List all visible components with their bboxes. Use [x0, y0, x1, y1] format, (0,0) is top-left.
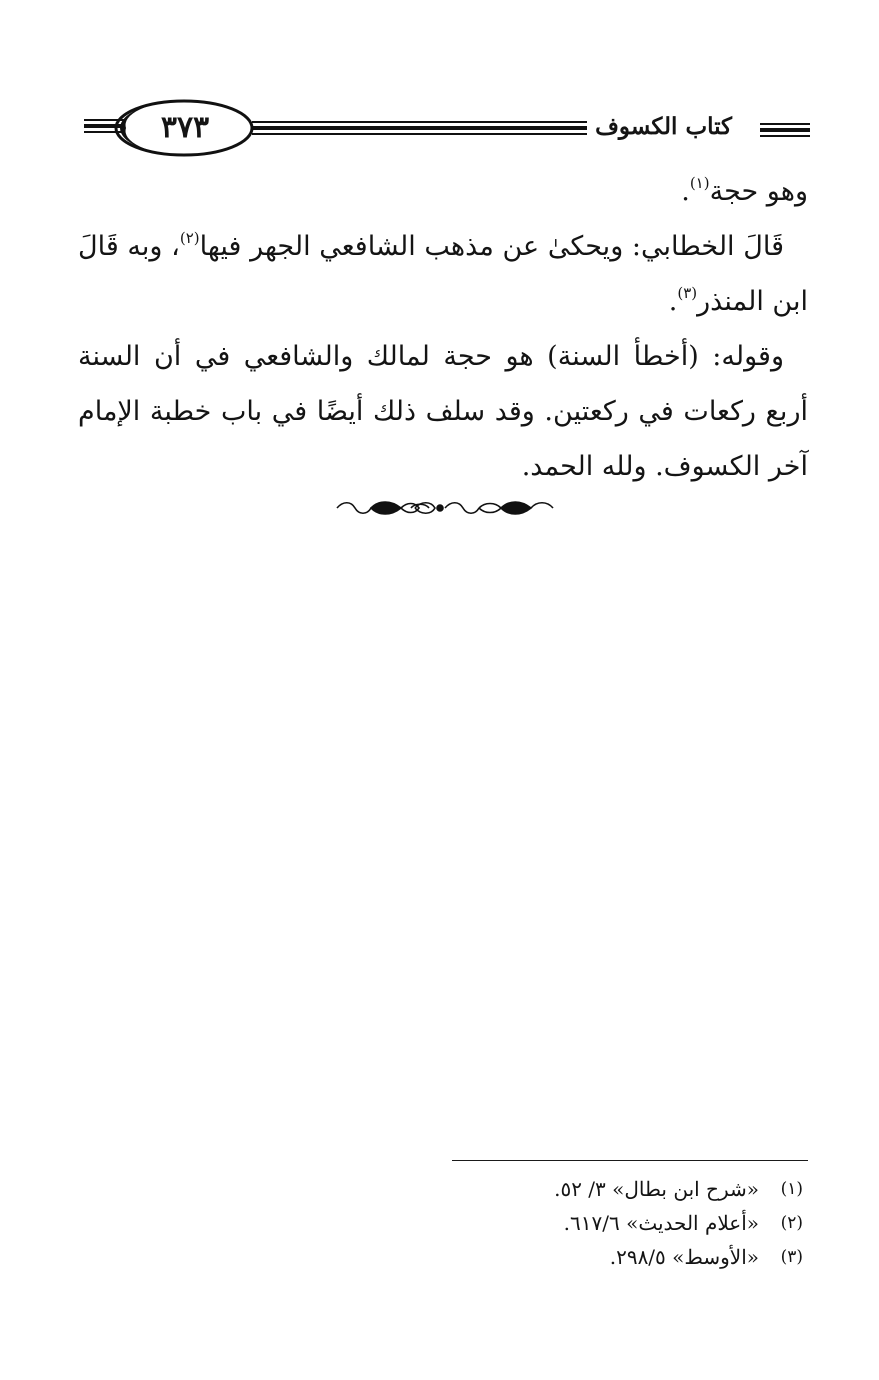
running-title: كتاب الكسوف: [587, 112, 740, 142]
footnote-marker: (٢): [179, 229, 200, 247]
page-number: ٣٧٣: [160, 110, 210, 145]
footnote-number: (٢): [780, 1213, 803, 1233]
footnote-number: (٣): [780, 1247, 803, 1267]
footnotes-list: [383, 1172, 803, 1274]
footnote-item: [383, 1240, 803, 1274]
page-header: [84, 98, 810, 160]
footnote-separator: [452, 1160, 808, 1161]
paragraph-text: وهو حجة: [709, 176, 808, 207]
paragraph-punctuation: .: [668, 286, 678, 317]
footnote-item: [383, 1206, 803, 1240]
footnote-text: «شرح ابن بطال» ٣/ ٥٢.: [554, 1177, 759, 1201]
paragraph-text: قَالَ الخطابي: ويحكىٰ عن مذهب الشافعي الجهر فيها: [199, 231, 784, 262]
footnote-marker: (١): [689, 174, 710, 192]
footnote-number: (١): [780, 1179, 803, 1199]
paragraph: [78, 329, 808, 494]
paragraph: [78, 164, 808, 219]
paragraph-punctuation: .: [681, 176, 690, 207]
paragraph: [78, 219, 808, 329]
paragraph-text: ، وبه قَالَ ابن المنذر: [78, 231, 808, 317]
footnote-text: «الأوسط» ٢٩٨/٥.: [609, 1245, 759, 1269]
footnote-marker: (٣): [677, 284, 698, 302]
main-text: [78, 164, 808, 494]
footnote-item: [383, 1172, 803, 1206]
paragraph-text: وقوله: (أخطأ السنة) هو حجة لمالك والشافعي في أن السنة أربع ركعات في ركعتين. وقد سلف ذلك أيضًا في باب خطبة الإمام آخر الكسوف. ولله الحمد.: [78, 341, 808, 482]
section-end-ornament: [335, 497, 555, 519]
footnote-text: «أعلام الحديث» ٦١٧/٦.: [563, 1211, 759, 1235]
